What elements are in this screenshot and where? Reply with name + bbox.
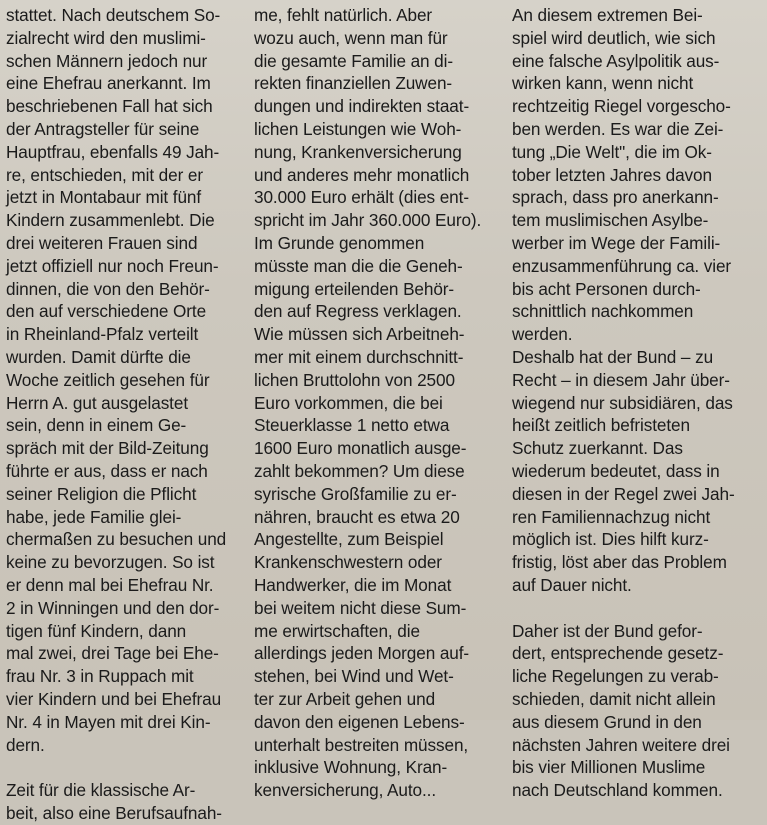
paragraph: me, fehlt natürlich. Aber wozu auch, wenn man für die gesamte Familie an di- rekten finanziellen Zuwen- dungen und indirekten staat- lichen Leistungen wie Woh- nung, Krankenversicherung und anderes mehr monatlich 30.000 Euro erhält (dies ent- spricht im Jahr 360.000 Euro). — [254, 5, 482, 231]
text-column-2 — [254, 4, 496, 801]
paragraph: Zeit für die klassische Ar- beit, also eine Berufsaufnah- — [6, 780, 222, 823]
text-column-1 — [6, 4, 246, 823]
paragraph: Im Grunde genommen müsste man die die Geneh- migung erteilenden Behör- den auf Regress verklagen. Wie müssen sich Arbeitneh- mer mit einem durchschnitt- lichen Bruttolohn von 2500 Euro vorkommen, die bei Steuerklasse 1 netto etwa 1600 Euro monatlich ausge- zahlt bekommen? Um diese syrische Großfamilie zu er- nähren, braucht es etwa 20 Angestellte, zum Beispiel Krankenschwestern oder Handwerker, die im Monat bei weitem nicht diese Sum- me erwirtschaften, die allerdings jeden Morgen auf- stehen, bei Wind und Wet- ter zur Arbeit gehen und davon den eigenen Lebens- unterhalt bestreiten müssen, inklusive Wohnung, Kran- kenversicherung, Auto... — [254, 232, 470, 801]
paragraph: stattet. Nach deutschem So- zialrecht wird den muslimi- schen Männern jedoch nur eine Ehefrau anerkannt. Im beschriebenen Fall hat sich der Antragsteller für seine Hauptfrau, ebenfalls 49 Jah- re, entschieden, mit der er jetzt in Montabaur mit fünf Kindern zusammenlebt. Die drei weiteren Frauen sind jetzt offiziell nur noch Freun- dinnen, die von den Behör- den auf verschiedene Orte in Rheinland-Pfalz verteilt wurden. Damit dürfte die Woche zeitlich gesehen für Herrn A. gut ausgelastet sein, denn in einem Ge- spräch mit der Bild-Zeitung führte er aus, dass er nach seiner Religion die Pflicht habe, jede Familie glei- chermaßen zu besuchen und keine zu bevorzugen. So ist er denn mal bei Ehefrau Nr. 2 in Winningen und den dor- tigen fünf Kindern, dann mal zwei, drei Tage bei Ehe- frau Nr. 3 in Ruppach mit vier Kindern und bei Ehefrau Nr. 4 in Mayen mit drei Kin- dern. — [6, 5, 227, 755]
paragraph: Deshalb hat der Bund – zu Recht – in diesem Jahr über- wiegend nur subsidiären, das heißt zeitlich befristeten Schutz zuerkannt. Das wiederum bedeutet, dass in diesen in der Regel zwei Jah- ren Familiennachzug nicht möglich ist. Dies hilft kurz- fristig, löst aber das Problem auf Dauer nicht. — [512, 346, 735, 595]
paragraph: Daher ist der Bund gefor- dert, entsprechende gesetz- liche Regelungen zu verab- schieden, damit nicht allein aus diesem Grund in den nächsten Jahren weitere drei bis vier Millionen Muslime nach Deutschland kommen. — [512, 620, 730, 801]
paragraph: An diesem extremen Bei- spiel wird deutlich, wie sich eine falsche Asylpolitik aus- wirken kann, wenn nicht rechtzeitig Riegel vorgescho- ben werden. Es war die Zei- tung „Die Welt", die im Ok- tober letzten Jahres davon sprach, dass pro anerkann- tem muslimischen Asylbe- werber im Wege der Famili- enzusammenführung ca. vier bis acht Personen durch- schnittlich nachkommen werden. — [512, 5, 732, 345]
text-column-3 — [512, 4, 762, 801]
